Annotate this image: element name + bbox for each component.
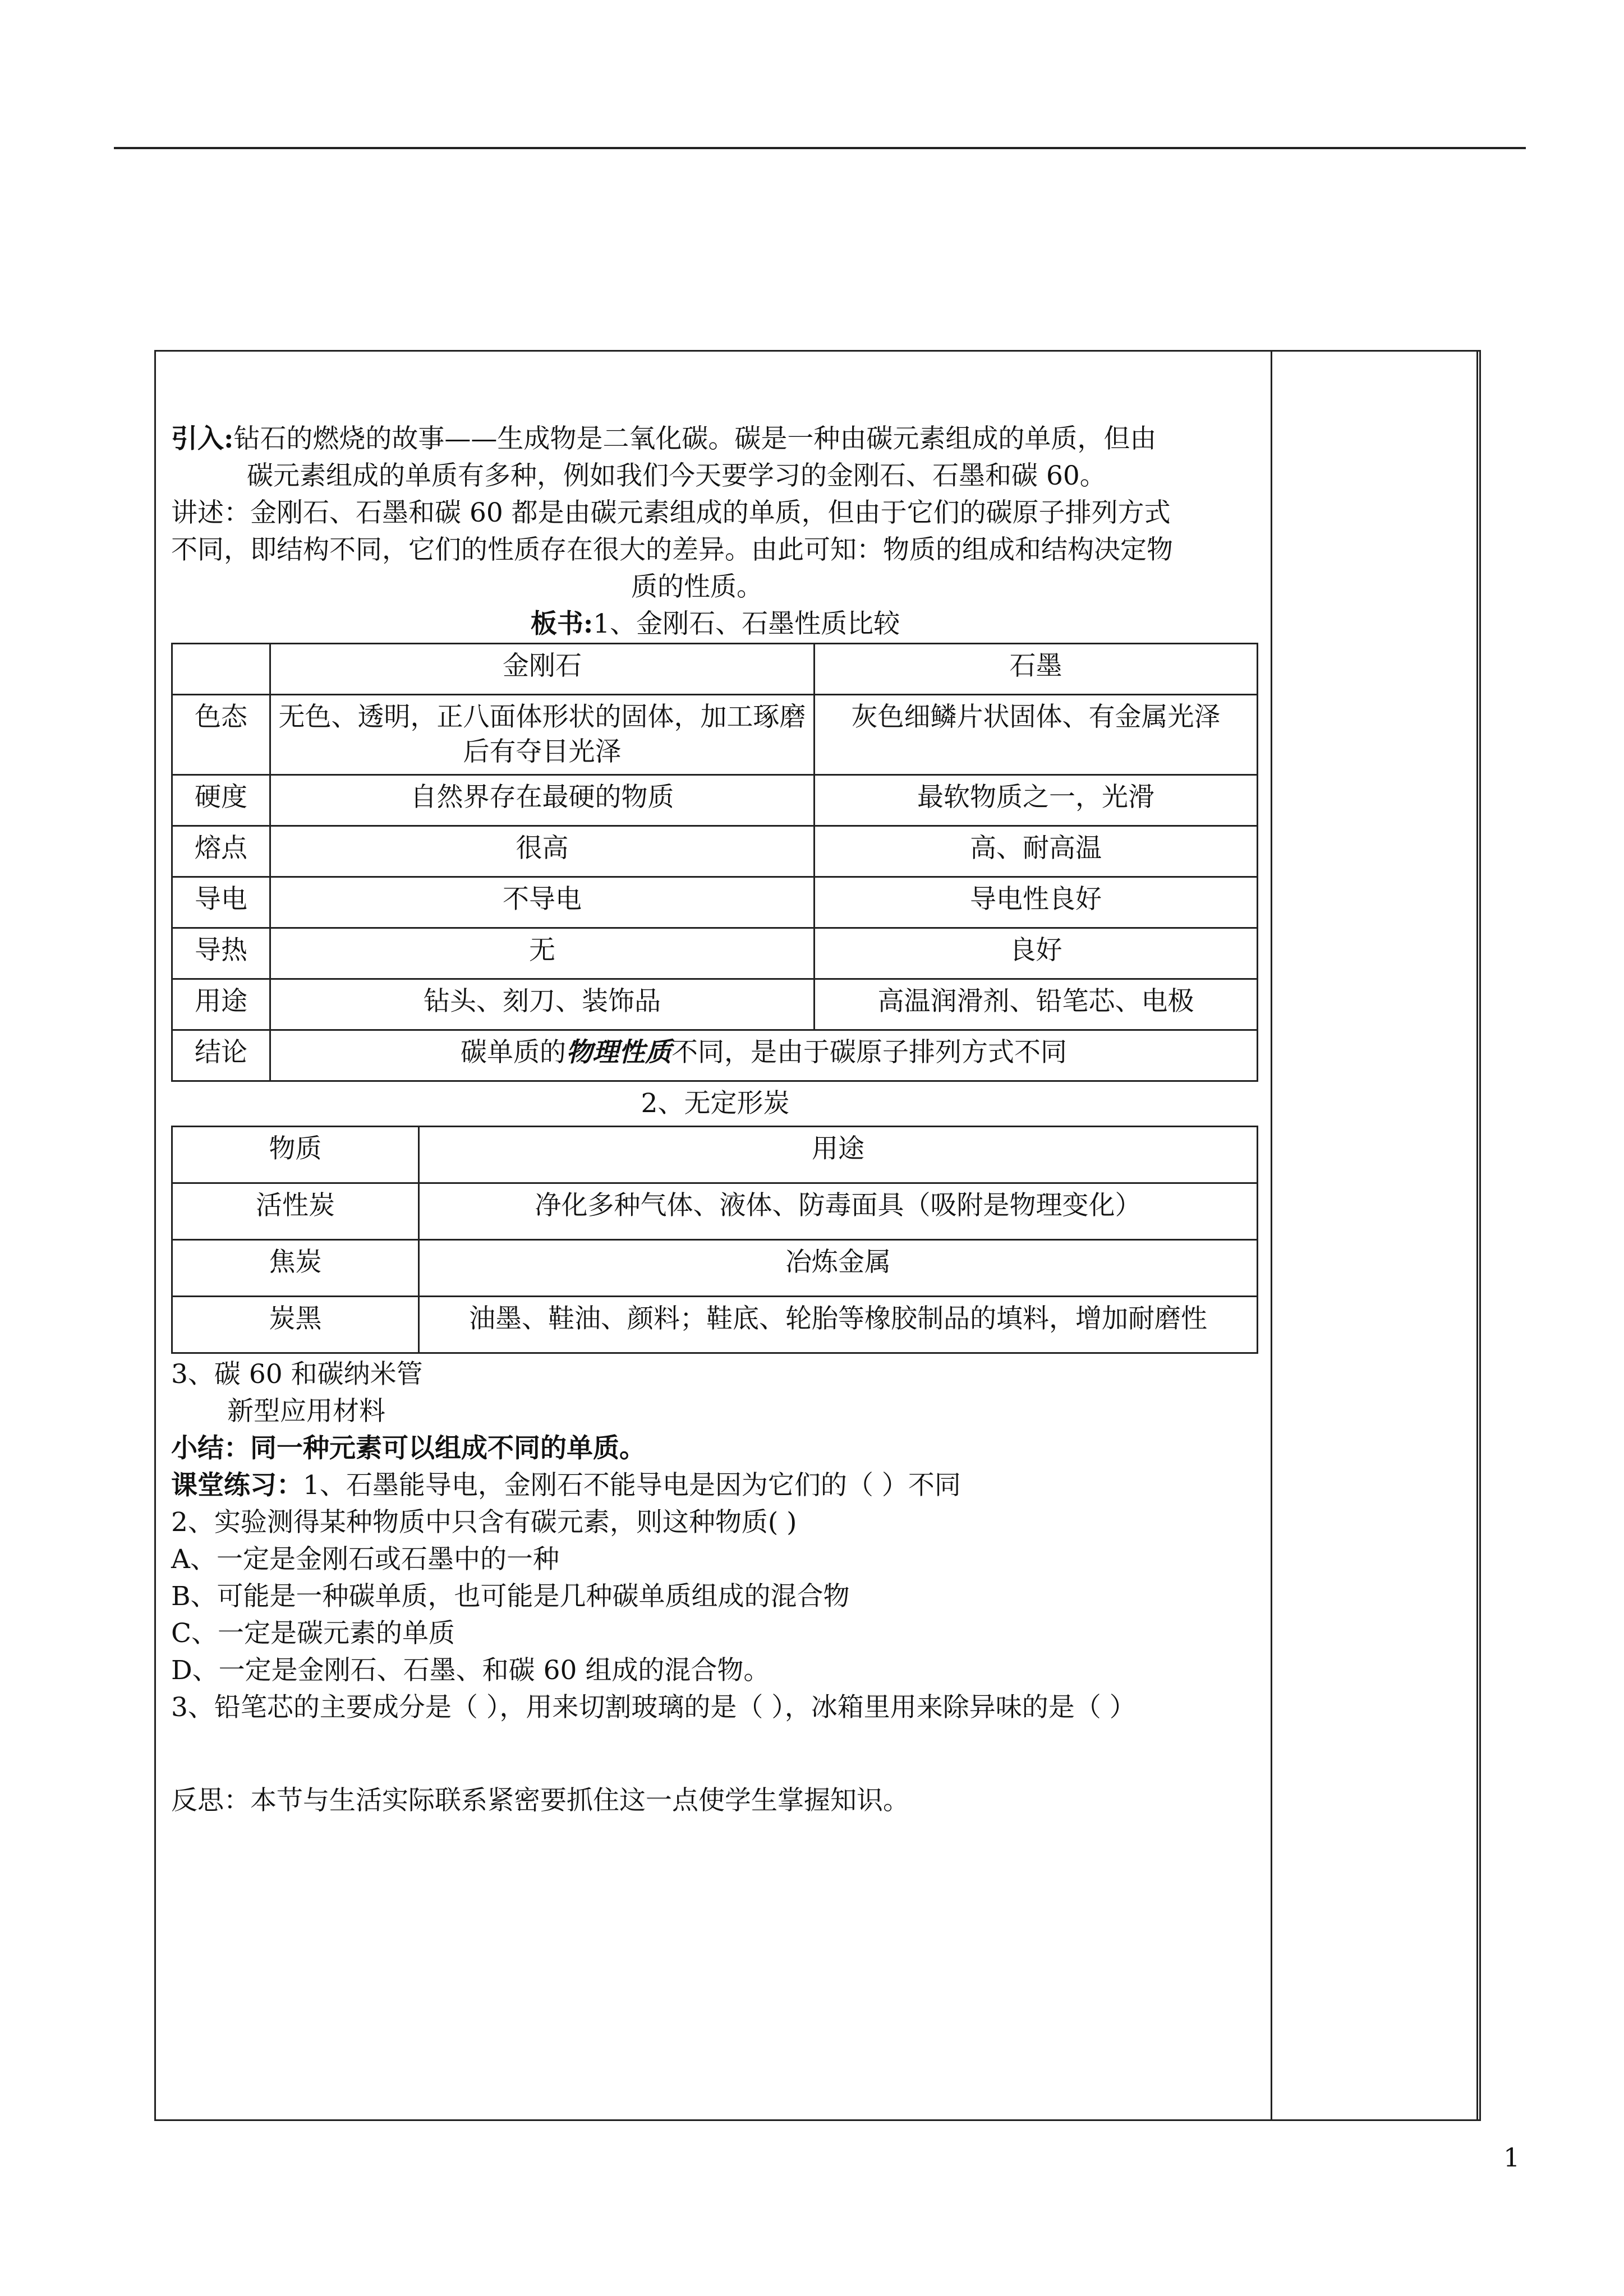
table-row: 活性炭 净化多种气体、液体、防毒面具（吸附是物理变化）	[172, 1183, 1258, 1240]
intro-label: 引入:	[171, 423, 234, 454]
table-row: 炭黑 油墨、鞋油、颜料；鞋底、轮胎等橡胶制品的填料，增加耐磨性	[172, 1297, 1258, 1353]
table-row: 用途 钻头、刻刀、装饰品 高温润滑剂、铅笔芯、电极	[172, 979, 1258, 1030]
conclusion-row: 结论 碳单质的物理性质不同，是由于碳原子排列方式不同	[172, 1030, 1258, 1081]
table-row: 熔点 很高 高、耐高温	[172, 826, 1258, 877]
notes-column	[1271, 350, 1481, 2121]
properties-table	[171, 643, 1258, 1082]
table-row: 色态 无色、透明，正八面体形状的固体，加工琢磨后有夺目光泽 灰色细鳞片状固体、有金属光泽	[172, 695, 1258, 775]
board-title: 板书:1、金刚石、石墨性质比较	[530, 608, 900, 639]
lecture-line-1: 讲述：金刚石、石墨和碳 60 都是由碳元素组成的单质，但由于它们的碳原子排列方式	[171, 497, 1171, 528]
intro-line-2: 碳元素组成的单质有多种，例如我们今天要学习的金刚石、石墨和碳 60。	[247, 460, 1106, 491]
amorphous-carbon-table	[171, 1126, 1258, 1354]
section-3-title: 3、碳 60 和碳纳米管	[171, 1359, 423, 1390]
table-row: 导电 不导电 导电性良好	[172, 877, 1258, 928]
reflection: 反思：本节与生活实际联系紧密要抓住这一点使学生掌握知识。	[171, 1785, 909, 1816]
page-number: 1	[1503, 2142, 1520, 2173]
option-c: C、一定是碳元素的单质	[171, 1618, 455, 1649]
option-d: D、一定是金刚石、石墨、和碳 60 组成的混合物。	[171, 1655, 770, 1686]
practice-q3: 3、铅笔芯的主要成分是（ ），用来切割玻璃的是（ ），冰箱里用来除异味的是（ ）	[171, 1692, 1136, 1723]
lecture-line-2: 不同，即结构不同，它们的性质存在很大的差异。由此可知：物质的组成和结构决定物	[171, 534, 1173, 565]
header-diamond: 金刚石	[270, 644, 815, 695]
practice-q1: 课堂练习：1、石墨能导电，金刚石不能导电是因为它们的（ ）不同	[171, 1470, 961, 1501]
option-a: A、一定是金刚石或石墨中的一种	[171, 1544, 559, 1575]
option-b: B、可能是一种碳单质，也可能是几种碳单质组成的混合物	[171, 1581, 850, 1612]
practice-q2: 2、实验测得某种物质中只含有碳元素，则这种物质( )	[171, 1507, 797, 1538]
summary: 小结：同一种元素可以组成不同的单质。	[171, 1433, 646, 1464]
table-row: 硬度 自然界存在最硬的物质 最软物质之一，光滑	[172, 775, 1258, 826]
table-row: 导热 无 良好	[172, 928, 1258, 979]
header-rule	[114, 147, 1526, 149]
conclusion-text: 碳单质的物理性质不同，是由于碳原子排列方式不同	[270, 1030, 1258, 1081]
lesson-content	[171, 421, 1259, 1819]
header-graphite: 石墨	[815, 644, 1258, 695]
table-header-row: 物质 用途	[172, 1127, 1258, 1183]
table-header-row	[172, 644, 1258, 695]
lecture-line-3: 质的性质。	[631, 571, 763, 602]
intro-line-1: 引入:钻石的燃烧的故事——生成物是二氧化碳。碳是一种由碳元素组成的单质，但由	[171, 423, 1157, 454]
section-2-title: 2、无定形炭	[641, 1088, 790, 1119]
table-row: 焦炭 冶炼金属	[172, 1240, 1258, 1297]
section-3-sub: 新型应用材料	[227, 1396, 385, 1427]
